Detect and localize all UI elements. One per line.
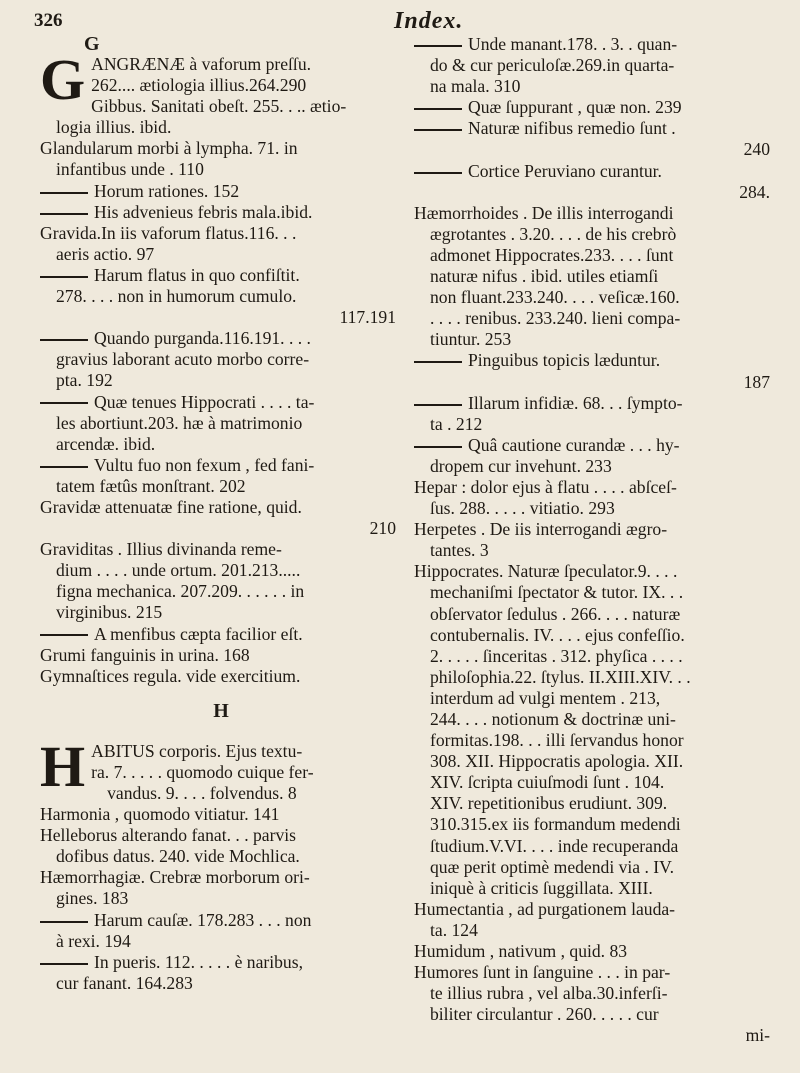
repeat-dash [40, 466, 88, 468]
entry-line: à rexi. 194 [56, 930, 131, 951]
entry-line: ta . 212 [430, 413, 483, 434]
entry-line: 310.315.ex iis formandum medendi [430, 814, 681, 835]
entry-line: ra. 7. . . . . quomodo cuique fer- [91, 761, 314, 782]
entry-line: Humores ſunt in ſanguine . . . in par- [414, 962, 671, 983]
entry-line: infantibus unde . 110 [56, 159, 204, 180]
entry-line: non fluant.233.240. . . . veſicæ.160. [430, 287, 680, 308]
entry-line: Graviditas . Illius divinanda reme- [40, 539, 282, 560]
repeat-dash [414, 172, 462, 174]
entry-line: logia illius. ibid. [56, 117, 172, 138]
entry-line: Gravidæ attenuatæ fine ratione, quid. [40, 496, 302, 517]
entry-line: Cortice Peruviano curantur. [414, 161, 776, 182]
left-column [40, 34, 402, 994]
entry-line: mechaniſmi ſpectator & tutor. IX. . . [430, 582, 684, 603]
entry-line: Herpetes . De iis interrogandi ægro- [414, 519, 668, 540]
entry-line: ta. 124 [430, 919, 478, 940]
page-title: Index. [394, 8, 464, 34]
repeat-dash [414, 129, 462, 131]
repeat-dash [40, 276, 88, 278]
entry-line: Naturæ nifibus remedio ſunt . [414, 118, 776, 139]
entry-line: Grumi fanguinis in urina. 168 [40, 644, 250, 665]
repeat-dash [414, 361, 462, 363]
repeat-dash [414, 404, 462, 406]
entry-line: admonet Hippocrates.233. . . . ſunt [430, 244, 674, 265]
entry-line: Pinguibus topicis læduntur. [414, 350, 776, 371]
running-header [34, 10, 770, 36]
entry-line: arcendæ. ibid. [56, 433, 156, 454]
entry-line: 117.191 [339, 307, 396, 328]
entry-line: contubernalis. IV. . . . ejus confeſſio. [430, 624, 685, 645]
entry-line: virginibus. 215 [56, 602, 163, 623]
entry-line: philoſophia.22. ſtylus. II.XIII.XIV. . . [430, 666, 691, 687]
entry-line: tatem fætûs monſtrant. 202 [56, 475, 246, 496]
entry-line: tantes. 3 [430, 540, 489, 561]
entry-line: te illius rubra , vel alba.30.inferſi- [430, 983, 668, 1004]
spacer [40, 721, 402, 741]
entry-line: A menfibus cæpta facilior eſt. [40, 624, 402, 645]
entry-line: 308. XII. Hippocratis apologia. XII. [430, 751, 684, 772]
section-letter-g: G [84, 33, 100, 55]
entry-line: Hæmorrhagiæ. Crebræ morborum ori- [40, 867, 310, 888]
entry-line: dropem cur invehunt. 233 [430, 455, 612, 476]
entry-line: ægrotantes . 3.20. . . . de his crebrò [430, 223, 677, 244]
repeat-dash [414, 45, 462, 47]
entry-line: His advenieus febris mala.ibid. [40, 202, 402, 223]
entry-line: 240 [743, 139, 770, 160]
entry-line: obſervator ſedulus . 266. . . . naturæ [430, 603, 681, 624]
repeat-dash [414, 108, 462, 110]
entry-line: Hepar : dolor ejus à flatu . . . . abſceſ- [414, 476, 677, 497]
section-letter-h: H [213, 699, 229, 722]
entry-line: 278. . . . non in humorum cumulo. [56, 286, 297, 307]
catchword: mi- [745, 1025, 770, 1046]
entry-line: 284. [739, 181, 770, 202]
entry-line: ſus. 288. . . . . vitiatio. 293 [430, 498, 615, 519]
repeat-dash [40, 963, 88, 965]
entry-line: Unde manant.178. . 3. . quan- [414, 34, 776, 55]
entry-line: Humectantia , ad purgationem lauda- [414, 898, 676, 919]
entry-line: 262.... ætiologia illius.264.290 [91, 75, 307, 96]
entry-line: vandus. 9. . . . folvendus. 8 [107, 783, 297, 803]
entry-line: Illarum infidiæ. 68. . . ſympto- [414, 393, 776, 414]
entry-line: Gravida.In iis vaforum flatus.116. . . [40, 222, 297, 243]
entry-line: In pueris. 112. . . . . è naribus, [40, 952, 402, 973]
repeat-dash [40, 634, 88, 636]
entry-line: 187 [743, 371, 770, 392]
entry-line: XIV. repetitionibus erudiunt. 309. [430, 793, 668, 814]
entry-line: Glandularum morbi à lympha. 71. in [40, 138, 298, 159]
entry-line: quæ perit optimè medendi via . IV. [430, 856, 674, 877]
entry-line: naturæ nifus . ibid. utiles etiamſi [430, 266, 659, 287]
dropcap-g: G [40, 54, 86, 112]
entry-line: Quæ ſuppurant , quæ non. 239 [414, 97, 776, 118]
repeat-dash [40, 213, 88, 215]
entry-line: Gymnaſtices regula. vide exercitium. [40, 665, 301, 686]
entry-line: pta. 192 [56, 370, 113, 391]
entry-line: Quâ cautione curandæ . . . hy- [414, 435, 776, 456]
entry-line: iniquè à criticis ſuggillata. XIII. [430, 877, 653, 898]
dropcap-h: H [40, 740, 86, 799]
entry-line: 2. . . . . ſinceritas . 312. phyſica . . . . [430, 645, 683, 666]
entry-line: cur fanant. 164.283 [56, 972, 193, 993]
entry-line: na mala. 310 [430, 76, 521, 97]
entry-line: tiuntur. 253 [430, 329, 512, 350]
repeat-dash [414, 446, 462, 448]
entry-line: biliter circulantur . 260. . . . . cur [430, 1004, 659, 1025]
section-h [40, 741, 402, 994]
page-number: 326 [34, 10, 63, 31]
entry-line: interdum ad vulgi mentem . 213, [430, 687, 661, 708]
entry-line: Quando purganda.116.191. . . . [40, 328, 402, 349]
entry-line: Harmonia , quomodo vitiatur. 141 [40, 804, 280, 825]
entry-line: Vultu fuo non fexum , fed fani- [40, 455, 402, 476]
entry-line: Gibbus. Sanitati obeſt. 255. . .. ætio- [91, 96, 347, 117]
entry-line: 244. . . . notionum & doctrinæ uni- [430, 709, 676, 729]
entry-line: . . . . renibus. 233.240. lieni compa- [430, 308, 681, 329]
entry-line: Humidum , nativum , quid. 83 [414, 941, 628, 962]
entry-line: les abortiunt.203. hæ à matrimonio [56, 412, 303, 433]
entry-line: Harum cauſæ. 178.283 . . . non [40, 910, 402, 931]
right-column [414, 34, 776, 1047]
repeat-dash [40, 339, 88, 341]
entry-line: ſtudium.V.VI. . . . inde recuperanda [430, 835, 679, 856]
entry-line: gravius laborant acuto morbo corre- [56, 349, 310, 370]
entry-line: Horum rationes. 152 [40, 181, 402, 202]
entry-line: Helleborus alterando fanat. . . parvis [40, 825, 296, 846]
entry-line: do & cur periculoſæ.269.in quarta- [430, 55, 675, 76]
entry-line: dofibus datus. 240. vide Mochlica. [56, 846, 300, 867]
entry-line: ANGRÆNÆ à vaforum preſſu. [91, 54, 312, 74]
entry-line: Hæmorrhoides . De illis interrogandi [414, 202, 674, 223]
section-g [40, 54, 402, 687]
entry-line: ABITUS corporis. Ejus textu- [91, 740, 303, 761]
entry-line: aeris actio. 97 [56, 243, 155, 264]
entry-line: dium . . . . unde ortum. 201.213..... [56, 560, 301, 581]
entry-line: XIV. ſcripta cuiuſmodi ſunt . 104. [430, 772, 665, 793]
entry-line: Quæ tenues Hippocrati . . . . ta- [40, 392, 402, 413]
entry-line: figna mechanica. 207.209. . . . . . in [56, 581, 305, 602]
repeat-dash [40, 402, 88, 404]
entry-line: Harum flatus in quo confiſtit. [40, 265, 402, 286]
spacer [40, 687, 402, 701]
repeat-dash [40, 192, 88, 194]
entry-line: gines. 183 [56, 888, 129, 909]
entry-line: formitas.198. . . illi ſervandus honor [430, 730, 684, 751]
entry-line: 210 [369, 518, 396, 539]
entry-line: Hippocrates. Naturæ ſpeculator.9. . . . [414, 561, 678, 582]
repeat-dash [40, 921, 88, 923]
